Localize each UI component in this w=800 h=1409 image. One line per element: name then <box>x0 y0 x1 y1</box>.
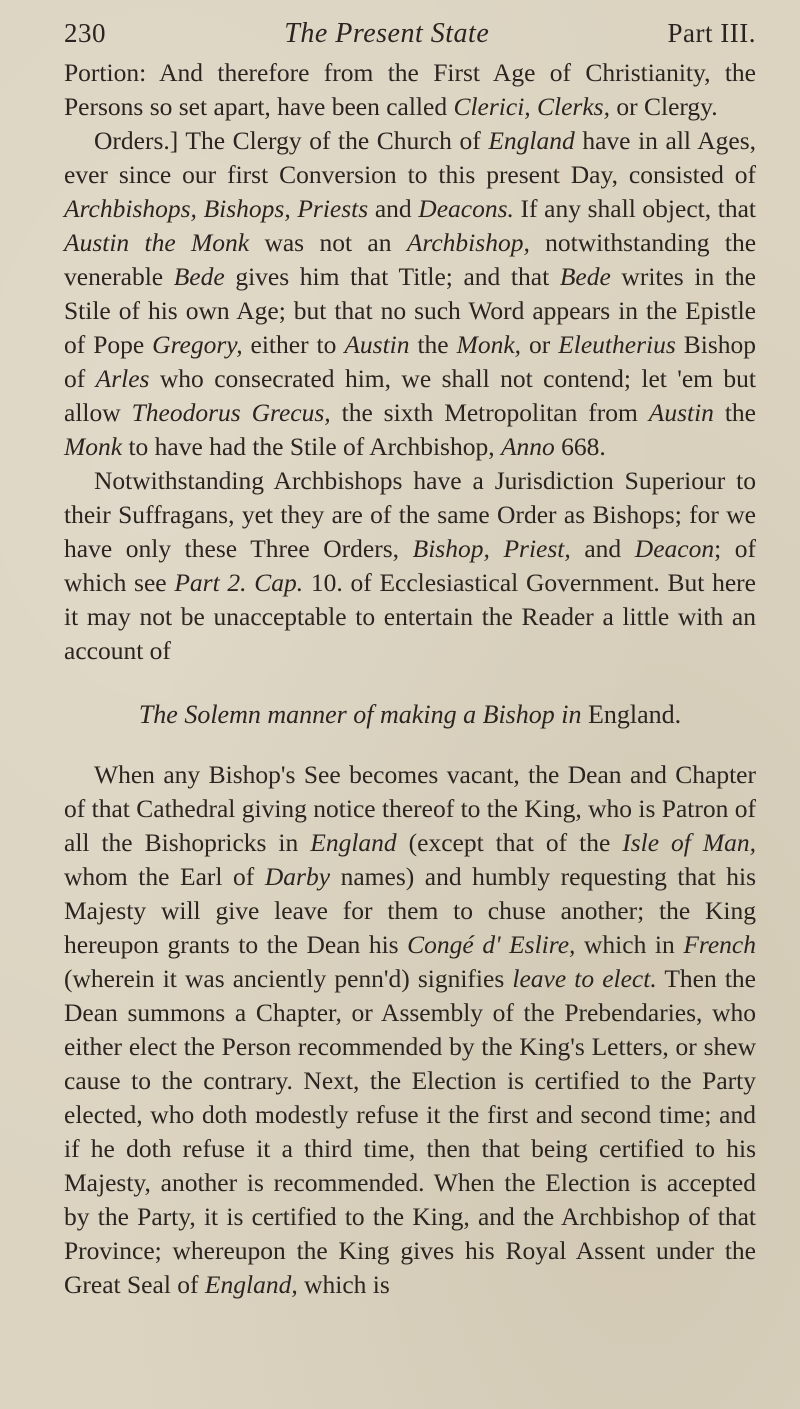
page-number: 230 <box>64 18 106 48</box>
running-title: The Present State <box>284 18 490 49</box>
body-text <box>64 56 756 1302</box>
running-head <box>64 18 756 50</box>
paragraph-2: Orders.] The Clergy of the Church of England have in all Ages, ever since our first Conversion to this present Day, consisted of Archbishops, Bishops, Priests and Deacons. If any shall object, that Austin the Monk was not an Archbishop, notwithstanding the venerable Bede gives him that Title; and that Bede writes in the Stile of his own Age; but that no such Word appears in the Epistle of Pope Gregory, either to Austin the Monk, or Eleutherius Bishop of Arles who consecrated him, we shall not contend; let 'em but allow Theodorus Grecus, the sixth Metropolitan from Austin the Monk to have had the Stile of Archbishop, Anno 668. <box>64 126 757 461</box>
part-label: Part III. <box>667 18 756 48</box>
paragraph-1: Portion: And therefore from the First Age of Christianity, the Persons so set apart, have been called Clerici, Clerks, or Clergy. <box>64 58 756 121</box>
paragraph-4: When any Bishop's See becomes vacant, the Dean and Chapter of that Cathedral giving notice thereof to the King, who is Patron of all the Bishopricks in England (except that of the Isle of Man, whom the Earl of Darby names) and humbly requesting that his Majesty will give leave for them to chuse another; the King hereupon grants to the Dean his Congé d' Eslire, which in French (wherein it was anciently penn'd) signifies leave to elect. Then the Dean summons a Chapter, or Assembly of the Prebendaries, who either elect the Person recommended by the King's Letters, or shew cause to the contrary. Next, the Election is certified to the Party elected, who doth modestly refuse it the first and second time; and if he doth refuse it a third time, then that being certified to his Majesty, another is recommended. When the Election is accepted by the Party, it is certified to the King, and the Archbishop of that Province; whereupon the King gives his Royal Assent under the Great Seal of England, which is <box>64 760 757 1299</box>
paragraph-3: Notwithstanding Archbishops have a Jurisdiction Superiour to their Suffragans, yet they are of the same Order as Bishops; for we have only these Three Orders, Bishop, Priest, and Deacon; of which see Part 2. Cap. 10. of Ecclesiastical Government. But here it may not be unacceptable to entertain the Reader a little with an account of <box>64 466 757 665</box>
section-heading: The Solemn manner of making a Bishop in England. <box>138 700 682 729</box>
